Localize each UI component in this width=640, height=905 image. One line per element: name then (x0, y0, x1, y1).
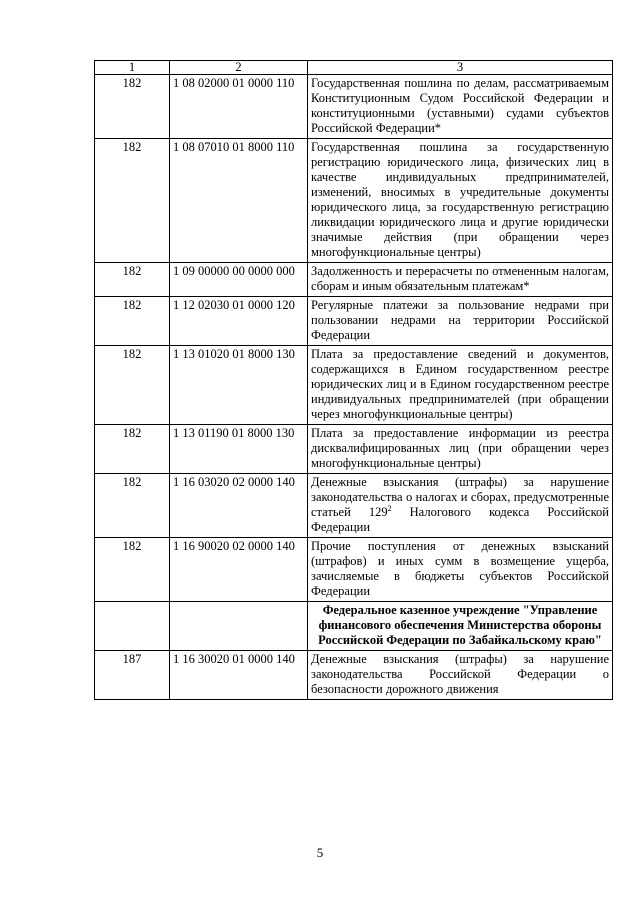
page-number: 5 (316, 845, 324, 860)
table-row (95, 538, 613, 602)
kbk-code-cell: 1 13 01020 01 8000 130 (170, 346, 308, 425)
column-header: 1 (95, 61, 170, 75)
header-row (95, 61, 613, 75)
table-row (95, 346, 613, 425)
admin-code-cell: 187 (95, 651, 170, 700)
kbk-code-cell: 1 08 02000 01 0000 110 (170, 75, 308, 139)
kbk-code-cell: 1 16 30020 01 0000 140 (170, 651, 308, 700)
description-text: Налогового кодекса Российской Федерации (311, 505, 609, 534)
description-cell: Регулярные платежи за пользование недрами при пользовании недрами на территории Российской Федерации (308, 297, 613, 346)
description-cell: Плата за предоставление сведений и документов, содержащихся в Едином государственном реестре юридических лиц и в Едином государственном реестре индивидуальных предпринимателей (при обращении через многофункциональные центры) (308, 346, 613, 425)
table-row (95, 474, 613, 538)
description-cell: Государственная пошлина по делам, рассматриваемым Конституционным Судом Российской Федерации и конституционными (уставными) судами субъектов Российской Федерации* (308, 75, 613, 139)
admin-code-cell: 182 (95, 474, 170, 538)
description-cell: Денежные взыскания (штрафы) за нарушение законодательства Российской Федерации о безопасности дорожного движения (308, 651, 613, 700)
org-header-row (95, 602, 613, 651)
kbk-code-cell: 1 13 01190 01 8000 130 (170, 425, 308, 474)
kbk-code-cell: 1 16 90020 02 0000 140 (170, 538, 308, 602)
admin-code-cell: 182 (95, 297, 170, 346)
org-header-cell: Федеральное казенное учреждение "Управление финансового обеспечения Министерства обороны Российской Федерации по Забайкальскому краю" (308, 602, 613, 651)
description-cell: Государственная пошлина за государственную регистрацию юридического лица, физических лиц в качестве индивидуальных предпринимателей, изменений, вносимых в учредительные документы юридического лица, за государственную регистрацию ликвидации юридического лица и другие юридически значимые действия (при обращении через многофункциональные центры) (308, 139, 613, 263)
table-row (95, 297, 613, 346)
column-header: 2 (170, 61, 308, 75)
admin-code-cell: 182 (95, 139, 170, 263)
table-row (95, 425, 613, 474)
description-cell: Прочие поступления от денежных взысканий (штрафов) и иных сумм в возмещение ущерба, зачисляемые в бюджеты субъектов Российской Федерации (308, 538, 613, 602)
table-row (95, 139, 613, 263)
table-row (95, 651, 613, 700)
admin-code-cell: 182 (95, 263, 170, 297)
table-row (95, 263, 613, 297)
description-text: Денежные взыскания (штрафы) за нарушение законодательства о налогах и сборах, предусмотренные статьей 129 (311, 475, 609, 519)
kbk-code-cell: 1 12 02030 01 0000 120 (170, 297, 308, 346)
empty-cell (95, 602, 170, 651)
kbk-code-cell: 1 16 03020 02 0000 140 (170, 474, 308, 538)
article-superscript: 2 (387, 503, 392, 513)
description-cell: Задолженность и перерасчеты по отмененным налогам, сборам и иным обязательным платежам* (308, 263, 613, 297)
table-row (95, 75, 613, 139)
revenue-codes-table (94, 60, 613, 700)
description-cell: Плата за предоставление информации из реестра дисквалифицированных лиц (при обращении через многофункциональные центры) (308, 425, 613, 474)
admin-code-cell: 182 (95, 538, 170, 602)
admin-code-cell: 182 (95, 346, 170, 425)
empty-cell (170, 602, 308, 651)
kbk-code-cell: 1 09 00000 00 0000 000 (170, 263, 308, 297)
column-header: 3 (308, 61, 613, 75)
admin-code-cell: 182 (95, 75, 170, 139)
description-cell (308, 474, 613, 538)
admin-code-cell: 182 (95, 425, 170, 474)
kbk-code-cell: 1 08 07010 01 8000 110 (170, 139, 308, 263)
